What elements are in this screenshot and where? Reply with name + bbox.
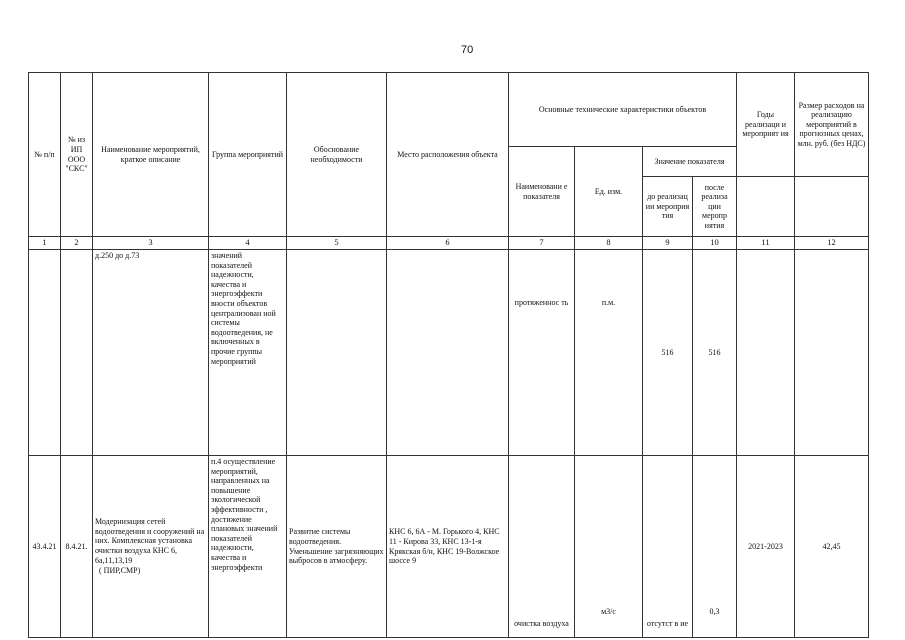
row-justification bbox=[287, 250, 387, 456]
header-before: до реализац ии мероприя тия bbox=[643, 177, 693, 237]
row-before: отсутст в ие bbox=[643, 456, 693, 638]
table-row bbox=[29, 456, 869, 638]
row-location: КНС 6, 6А - М. Горького 4, КНС 11 - Кирова 33, КНС 13-1-я Крякская б/н, КНС 19-Волжское шоссе 9 bbox=[387, 456, 509, 638]
header-ip-num: № из ИП ООО "СКС" bbox=[61, 73, 93, 237]
row-ip-num bbox=[61, 250, 93, 456]
row-after: 516 bbox=[693, 250, 737, 456]
row-unit: п.м. bbox=[575, 250, 643, 456]
index-cell: 7 bbox=[509, 237, 575, 250]
row-years bbox=[737, 250, 795, 456]
column-index-row bbox=[29, 237, 869, 250]
index-cell: 3 bbox=[93, 237, 209, 250]
row-cost: 42,45 bbox=[795, 456, 869, 638]
header-indicator-name: Наименовани е показателя bbox=[509, 147, 575, 237]
row-measure-group: значений показателей надежности, качества и энергоэффекти вности объектов централизован ной системы водоотведения, не включенных в прочие группы мероприятий bbox=[209, 250, 287, 456]
row-measure-group: п.4 осуществление мероприятий, направленных на повышение экологической эффективности , достижение плановых значений показателей надежности, качества и энергоэффекти bbox=[209, 456, 287, 638]
header-after: после реализа ции меропр иятия bbox=[693, 177, 737, 237]
row-indicator: протяженнос ть bbox=[509, 250, 575, 456]
row-ip-num: 8.4.21. bbox=[61, 456, 93, 638]
page-number: 70 bbox=[461, 44, 474, 56]
row-justification: Развитие системы водоотведения. Уменьшение загрязняющих выбросов в атмосферу. bbox=[287, 456, 387, 638]
index-cell: 11 bbox=[737, 237, 795, 250]
row-measure-name-cell bbox=[93, 456, 209, 638]
index-cell: 10 bbox=[693, 237, 737, 250]
header-indicator-value: Значение показателя bbox=[643, 147, 737, 177]
header-years: Годы реализаци и мероприят ия bbox=[737, 73, 795, 177]
table-row bbox=[29, 250, 869, 456]
index-cell: 4 bbox=[209, 237, 287, 250]
row-measure-name: д.250 до д.73 bbox=[93, 250, 209, 456]
header-unit: Ед. изм. bbox=[575, 147, 643, 237]
index-cell: 8 bbox=[575, 237, 643, 250]
index-cell: 9 bbox=[643, 237, 693, 250]
header-justification: Обоснование необходимости bbox=[287, 73, 387, 237]
row-measure-note: ( ПИР,СМР) bbox=[99, 566, 141, 576]
header-measure-name: Наименование мероприятий, краткое описание bbox=[93, 73, 209, 237]
header-cost: Размер расходов на реализацию мероприятий в прогнозных ценах, млн. руб. (без НДС) bbox=[795, 73, 869, 177]
header-tech-characteristics: Основные технические характеристики объектов bbox=[509, 73, 737, 147]
row-num bbox=[29, 250, 61, 456]
header-num: № п/п bbox=[29, 73, 61, 237]
row-after: 0,3 bbox=[693, 456, 737, 638]
row-measure-name: Модернизация сетей водоотведения и сооружений на них. Комплексная установка очистки воздуха КНС 6, 6а,11,13,19 bbox=[95, 517, 205, 565]
row-location bbox=[387, 250, 509, 456]
header-cost-cont bbox=[795, 177, 869, 237]
index-cell: 6 bbox=[387, 237, 509, 250]
header-location: Место расположения объекта bbox=[387, 73, 509, 237]
row-indicator: очистка воздуха bbox=[509, 456, 575, 638]
index-cell: 2 bbox=[61, 237, 93, 250]
row-cost bbox=[795, 250, 869, 456]
row-num: 43.4.21 bbox=[29, 456, 61, 638]
row-unit: м3/с bbox=[575, 456, 643, 638]
index-cell: 5 bbox=[287, 237, 387, 250]
header-years-cont bbox=[737, 177, 795, 237]
header-measure-group: Группа мероприятий bbox=[209, 73, 287, 237]
row-before: 516 bbox=[643, 250, 693, 456]
row-years: 2021-2023 bbox=[737, 456, 795, 638]
investment-program-table bbox=[28, 72, 869, 638]
index-cell: 12 bbox=[795, 237, 869, 250]
index-cell: 1 bbox=[29, 237, 61, 250]
